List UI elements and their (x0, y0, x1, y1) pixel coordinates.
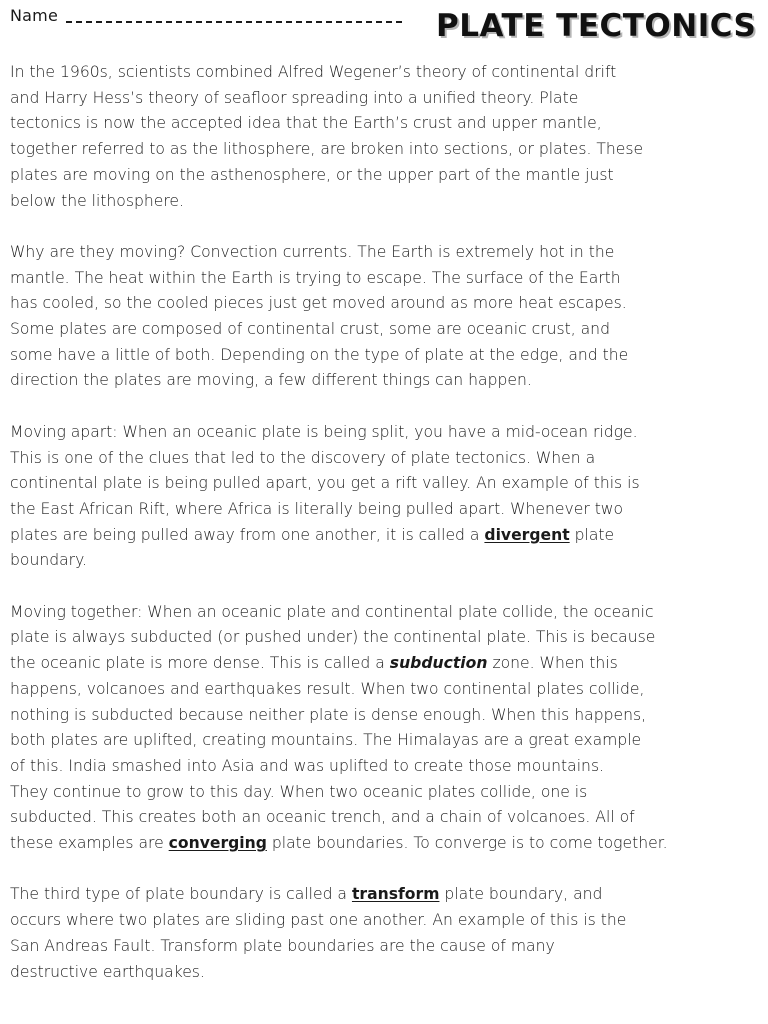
text-segment: plate boundaries. To converge is to come together. (271, 834, 668, 853)
text-line: San Andreas Fault. Transform plate boundaries are the cause of many (10, 936, 555, 955)
text-line: destructive earthquakes. (10, 962, 205, 981)
text-line: direction the plates are moving, a few different things can happen. (10, 371, 532, 390)
text-line: They continue to grow to this day. When two oceanic plates collide, one is (10, 782, 588, 801)
page-title: PLATE TECTONICS (436, 8, 757, 44)
text-line: and Harry Hess’s theory of seafloor spreading into a unified theory. Plate (10, 88, 579, 107)
text-segment: plate (574, 525, 615, 544)
text-segment: plate boundary, and (444, 885, 603, 904)
text-line: together referred to as the lithosphere, are broken into sections, or plates. These (10, 140, 644, 159)
text-line: Some plates are composed of continental crust, some are oceanic crust, and (10, 320, 610, 339)
term-subduction: subduction (389, 654, 488, 673)
text-line: plates are moving on the asthenosphere, or the upper part of the mantle just (10, 165, 614, 184)
paragraph-transform (10, 882, 758, 985)
term-transform: transform (351, 885, 440, 904)
text-segment: The third type of plate boundary is called a (10, 885, 347, 904)
text-line-with-term (10, 651, 758, 677)
paragraph-intro (10, 60, 758, 214)
text-line: This is one of the clues that led to the discovery of plate tectonics. When a (10, 448, 596, 467)
text-line: Why are they moving? Convection currents. The Earth is extremely hot in the (10, 242, 615, 261)
name-blank-line[interactable] (66, 21, 402, 23)
name-label: Name (10, 6, 59, 25)
text-line-with-term (10, 882, 758, 908)
text-line: boundary. (10, 551, 88, 570)
term-divergent: divergent (484, 525, 570, 544)
text-line-with-term (10, 523, 758, 549)
text-line: has cooled, so the cooled pieces just get moved around as more heat escapes. (10, 294, 627, 313)
text-segment: plates are being pulled away from one another, it is called a (10, 525, 480, 544)
text-segment: zone. When this (492, 654, 618, 673)
text-segment: the oceanic plate is more dense. This is called a (10, 654, 385, 673)
text-line: of this. India smashed into Asia and was uplifted to create those mountains. (10, 756, 605, 775)
text-line: continental plate is being pulled apart, you get a rift valley. An example of this is (10, 474, 640, 493)
text-line: occurs where two plates are sliding past one another. An example of this is the (10, 911, 627, 930)
term-converging: converging (168, 834, 267, 853)
text-line: nothing is subducted because neither plate is dense enough. When this happens, (10, 705, 647, 724)
text-segment: these examples are (10, 834, 164, 853)
text-line: Moving together: When an oceanic plate and continental plate collide, the oceanic (10, 602, 654, 621)
text-line: Moving apart: When an oceanic plate is being split, you have a mid-ocean ridge. (10, 422, 638, 441)
text-line: the East African Rift, where Africa is literally being pulled apart. Whenever two (10, 499, 624, 518)
text-line: mantle. The heat within the Earth is trying to escape. The surface of the Earth (10, 268, 621, 287)
paragraph-convection (10, 240, 758, 394)
text-line: In the 1960s, scientists combined Alfred Wegener’s theory of continental drift (10, 63, 617, 81)
paragraph-moving-apart (10, 420, 758, 574)
text-line: happens, volcanoes and earthquakes result. When two continental plates collide, (10, 679, 645, 698)
paragraph-moving-together (10, 600, 758, 857)
text-line: some have a little of both. Depending on the type of plate at the edge, and the (10, 345, 629, 364)
article-body (10, 60, 758, 1011)
text-line: below the lithosphere. (10, 191, 184, 210)
text-line: subducted. This creates both an oceanic trench, and a chain of volcanoes. All of (10, 808, 635, 827)
text-line: tectonics is now the accepted idea that the Earth’s crust and upper mantle, (10, 114, 602, 133)
text-line: plate is always subducted (or pushed under) the continental plate. This is because (10, 628, 656, 647)
text-line: both plates are uplifted, creating mountains. The Himalayas are a great example (10, 731, 642, 750)
text-line-with-term (10, 831, 758, 857)
name-field-row (10, 6, 402, 25)
